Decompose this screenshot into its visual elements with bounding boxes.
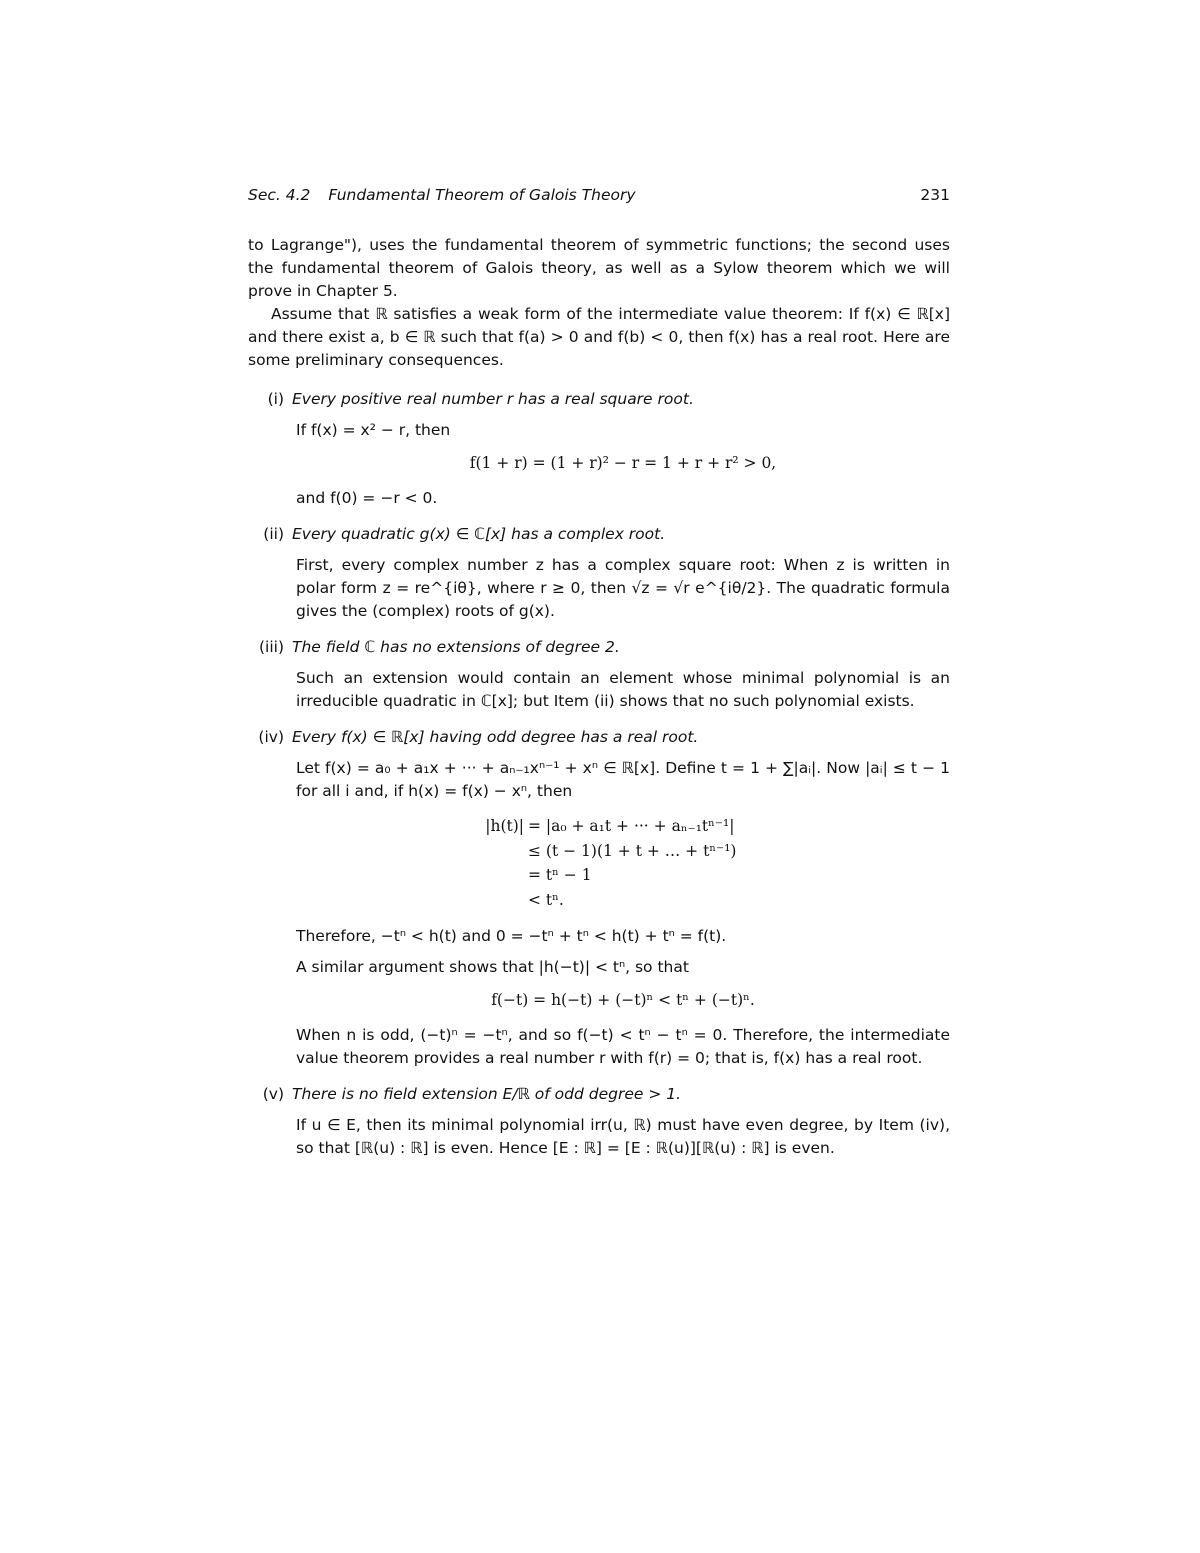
item-body: [296, 757, 950, 1070]
item-label: (v): [262, 1085, 284, 1103]
item-text: and f(0) = −r < 0.: [296, 489, 438, 507]
align-row: [296, 815, 950, 840]
item-v: [248, 1083, 950, 1160]
item-head: [248, 388, 950, 411]
align-rhs: = tⁿ − 1: [528, 866, 592, 884]
item-statement: There is no field extension E/ℝ of odd degree > 1.: [292, 1085, 682, 1103]
item-text: First, every complex number z has a complex square root: When z is written in polar form z = re^{iθ}, where r ≥ 0, then √z = √r e^{iθ/2}. The quadratic formula gives the (complex) roots of g(x).: [296, 556, 950, 620]
align-rhs: ≤ (t − 1)(1 + t + … + tⁿ⁻¹): [528, 841, 737, 860]
align-lhs: |h(t)|: [485, 817, 524, 835]
item-text: A similar argument shows that |h(−t)| < tⁿ, so that: [296, 958, 689, 976]
item-iv: [248, 726, 950, 1070]
align-row: [296, 889, 950, 914]
aligned-inequalities: [296, 815, 950, 913]
align-rhs: < tⁿ.: [528, 890, 564, 909]
item-head: [248, 726, 950, 749]
item-label: (ii): [263, 525, 284, 543]
item-head: [248, 636, 950, 659]
item-ii: [248, 523, 950, 623]
item-text: Such an extension would contain an element whose minimal polynomial is an irreducible quadratic in ℂ[x]; but Item (ii) shows that no such polynomial exists.: [296, 669, 950, 710]
item-head: [248, 523, 950, 546]
page-content: [248, 184, 950, 1160]
chapter-title: Fundamental Theorem of Galois Theory: [328, 186, 636, 204]
align-lhs: [296, 889, 528, 914]
paragraph-ivt: Assume that ℝ satisfies a weak form of the intermediate value theorem: If f(x) ∈ ℝ[x] and there exist a, b ∈ ℝ such that f(a) > 0 and f(b) < 0, then f(x) has a real root. Here are some preliminary consequences.: [248, 305, 950, 369]
item-text: Let f(x) = a₀ + a₁x + ··· + aₙ₋₁xⁿ⁻¹ + xⁿ ∈ ℝ[x]. Define t = 1 + ∑|aᵢ|. Now |aᵢ| ≤ t − 1 for all i and, if h(x) = f(x) − xⁿ, then: [296, 759, 950, 800]
item-statement: The field ℂ has no extensions of degree 2.: [292, 638, 620, 656]
item-head: [248, 1083, 950, 1106]
item-label: (i): [267, 390, 284, 408]
align-rhs: = |a₀ + a₁t + ··· + aₙ₋₁tⁿ⁻¹|: [528, 817, 735, 835]
align-row: [296, 864, 950, 889]
item-i: [248, 388, 950, 510]
display-equation: f(1 + r) = (1 + r)² − r = 1 + r + r² > 0,: [469, 454, 777, 472]
align-row: [296, 840, 950, 865]
item-statement: Every quadratic g(x) ∈ ℂ[x] has a complex root.: [292, 525, 666, 543]
item-text: If f(x) = x² − r, then: [296, 421, 451, 439]
item-statement: Every positive real number r has a real square root.: [292, 390, 694, 408]
item-label: (iii): [258, 638, 284, 656]
item-body: [296, 1114, 950, 1160]
align-lhs: [296, 840, 528, 865]
align-lhs: [296, 864, 528, 889]
item-body: [296, 419, 950, 510]
item-label: (iv): [258, 728, 284, 746]
display-equation: f(−t) = h(−t) + (−t)ⁿ < tⁿ + (−t)ⁿ.: [491, 991, 755, 1009]
item-text: Therefore, −tⁿ < h(t) and 0 = −tⁿ + tⁿ < h(t) + tⁿ = f(t).: [296, 927, 727, 945]
page-number: 231: [920, 186, 950, 204]
running-head: [248, 184, 950, 207]
section-number: Sec. 4.2: [248, 186, 311, 204]
paragraph-intro: to Lagrange"), uses the fundamental theorem of symmetric functions; the second uses the fundamental theorem of Galois theory, as well as a Sylow theorem which we will prove in Chapter 5.: [248, 236, 950, 300]
item-body: [296, 667, 950, 713]
running-head-title: [248, 184, 636, 207]
item-iii: [248, 636, 950, 713]
item-text: If u ∈ E, then its minimal polynomial irr(u, ℝ) must have even degree, by Item (iv), so that [ℝ(u) : ℝ] is even. Hence [E : ℝ] = [E : ℝ(u)][ℝ(u) : ℝ] is even.: [296, 1116, 950, 1157]
item-statement: Every f(x) ∈ ℝ[x] having odd degree has a real root.: [292, 728, 699, 746]
item-body: [296, 554, 950, 623]
item-text: When n is odd, (−t)ⁿ = −tⁿ, and so f(−t) < tⁿ − tⁿ = 0. Therefore, the intermediate value theorem provides a real number r with f(r) = 0; that is, f(x) has a real root.: [296, 1026, 950, 1067]
